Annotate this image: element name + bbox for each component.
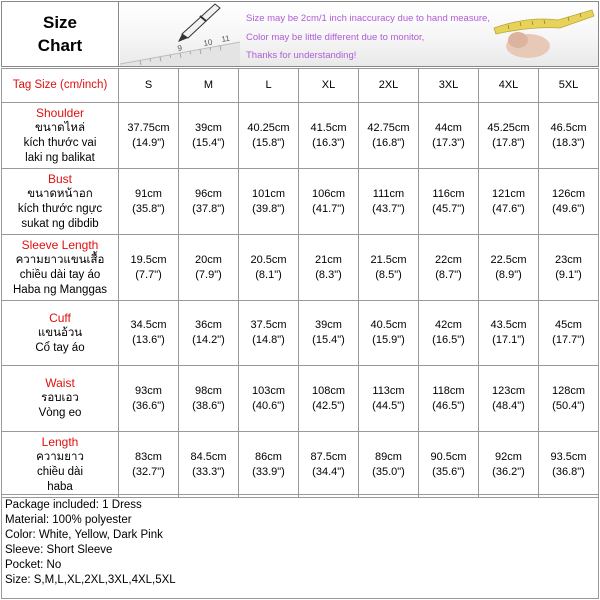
value-inch: (39.8") [252, 202, 285, 215]
measurement-name: Waist [45, 376, 75, 390]
measurement-cell [119, 366, 179, 432]
value-inch: (36.8") [552, 465, 585, 478]
title-line-1: Size [42, 13, 78, 32]
measurement-name: Sleeve Length [21, 237, 99, 252]
value-cm: 90.5cm [430, 450, 467, 463]
value-inch: (14.2") [192, 334, 225, 346]
value-cm: 40.5cm [370, 319, 407, 331]
value-inch: (42.5") [312, 399, 345, 412]
measurement-name: Shoulder [35, 105, 85, 120]
measurement-cell [119, 432, 179, 498]
size-table [1, 68, 599, 498]
measurement-cell [479, 432, 539, 498]
measurement-cell [239, 235, 299, 301]
value-cm: 37.5cm [250, 319, 287, 331]
value-inch: (48.4") [492, 399, 525, 412]
measurement-cell [419, 235, 479, 301]
measurement-cell [359, 366, 419, 432]
value-cm: 103cm [251, 384, 286, 397]
row-header [2, 301, 119, 366]
ruler-mark-10: 10 [202, 37, 214, 48]
measurement-cell [179, 103, 239, 169]
value-cm: 93.5cm [550, 450, 587, 463]
measurement-translation: chiều dài [36, 465, 84, 478]
row-header [2, 366, 119, 432]
measurement-row [2, 169, 599, 235]
measurement-cell [179, 169, 239, 235]
value-cm: 106cm [311, 187, 346, 200]
value-inch: (43.7") [372, 202, 405, 215]
value-inch: (47.6") [492, 202, 525, 215]
value-inch: (38.6") [192, 399, 225, 412]
ruler-mark-9: 9 [176, 43, 183, 53]
value-inch: (32.7") [132, 465, 165, 478]
row-header [2, 103, 119, 169]
measurement-cell [359, 432, 419, 498]
size-header-cell: 2XL [359, 69, 419, 103]
size-header-cell: 5XL [539, 69, 599, 103]
value-cm: 96cm [195, 187, 222, 200]
value-inch: (8.7") [435, 268, 462, 281]
measurement-cell [119, 301, 179, 366]
value-cm: 42cm [435, 319, 462, 331]
measurement-row [2, 301, 599, 366]
value-cm: 111cm [372, 187, 405, 200]
value-inch: (8.5") [375, 268, 402, 281]
size-header-cell: 4XL [479, 69, 539, 103]
value-cm: 113cm [372, 384, 405, 397]
row-header [2, 235, 119, 301]
value-inch: (34.4") [312, 465, 345, 478]
value-cm: 36cm [195, 319, 222, 331]
value-cm: 121cm [491, 187, 526, 200]
measurement-cell [359, 235, 419, 301]
size-header-row [2, 69, 599, 103]
row-header [2, 432, 119, 498]
value-inch: (18.3") [552, 136, 585, 149]
measurement-banner [120, 2, 598, 66]
value-inch: (35.6") [432, 465, 465, 478]
ruler-mark-11: 11 [220, 33, 231, 44]
value-cm: 20.5cm [250, 253, 287, 266]
value-inch: (50.4") [552, 399, 585, 412]
value-cm: 45cm [555, 319, 582, 331]
value-cm: 34.5cm [130, 319, 167, 331]
row-header [2, 169, 119, 235]
measurement-translation: รอบเอว [41, 392, 79, 404]
value-inch: (14.8") [252, 334, 285, 346]
value-inch: (14.9") [132, 136, 165, 149]
value-cm: 84.5cm [190, 450, 227, 463]
measurement-cell [299, 432, 359, 498]
measurement-cell [479, 235, 539, 301]
material-line: Material: 100% polyester [5, 514, 132, 526]
value-cm: 93cm [135, 384, 162, 397]
measurement-cell [419, 432, 479, 498]
value-inch: (35.8") [132, 202, 165, 215]
measurement-translation: laki ng balikat [25, 151, 95, 164]
measurement-cell [179, 432, 239, 498]
value-cm: 20cm [195, 253, 222, 266]
ruler-pen-illustration [120, 2, 240, 66]
measurement-cell [239, 432, 299, 498]
value-cm: 92cm [495, 450, 522, 463]
measurement-cell [119, 235, 179, 301]
value-cm: 118cm [432, 384, 465, 397]
value-cm: 45.25cm [487, 121, 530, 134]
value-cm: 41.5cm [310, 121, 347, 134]
value-cm: 37.75cm [127, 121, 170, 134]
measurement-cell [359, 301, 419, 366]
size-list-line: Size: S,M,L,XL,2XL,3XL,4XL,5XL [5, 574, 176, 586]
value-inch: (17.7") [552, 334, 585, 346]
value-inch: (44.5") [372, 399, 405, 412]
value-cm: 83cm [135, 450, 162, 463]
value-cm: 23cm [555, 253, 582, 266]
value-inch: (7.7") [135, 268, 162, 281]
value-cm: 123cm [491, 384, 526, 397]
value-cm: 126cm [551, 187, 586, 200]
measurement-cell [539, 432, 599, 498]
measurement-name: Length [41, 434, 79, 449]
value-cm: 98cm [195, 384, 222, 397]
measurement-cell [539, 103, 599, 169]
sleeve-line: Sleeve: Short Sleeve [5, 544, 113, 556]
size-chart-title [2, 2, 119, 66]
measurement-cell [479, 169, 539, 235]
value-inch: (15.9") [372, 334, 405, 346]
measuring-tape-illustration [488, 2, 598, 66]
measurement-row [2, 235, 599, 301]
measurement-cell [419, 103, 479, 169]
value-inch: (16.5") [432, 334, 465, 346]
measurement-translation: Cổ tay áo [35, 341, 85, 354]
value-inch: (8.9") [495, 268, 522, 281]
value-inch: (41.7") [312, 202, 345, 215]
measurement-cell [539, 301, 599, 366]
value-inch: (45.7") [432, 202, 465, 215]
measurement-cell [479, 366, 539, 432]
measurement-cell [119, 169, 179, 235]
measurement-translation: Haba ng Manggas [13, 283, 107, 296]
note-thanks: Thanks for understanding! [246, 50, 357, 61]
measurement-cell [359, 169, 419, 235]
measurement-cell [239, 169, 299, 235]
product-details [1, 494, 599, 599]
value-inch: (15.8") [252, 136, 285, 149]
measurement-translation: kích thước ngực [17, 202, 103, 215]
value-cm: 42.75cm [367, 121, 410, 134]
value-inch: (37.8") [192, 202, 225, 215]
measurement-cell [299, 301, 359, 366]
measurement-translation: haba [47, 480, 73, 493]
measurement-translation: Vòng eo [38, 407, 82, 419]
measurement-row [2, 432, 599, 498]
measurement-row [2, 366, 599, 432]
measurement-translation: ความยาวแขนเสื้อ [15, 253, 105, 266]
value-inch: (35.0") [372, 465, 405, 478]
value-inch: (16.3") [312, 136, 345, 149]
value-inch: (13.6") [132, 334, 165, 346]
measurement-cell [299, 169, 359, 235]
measurement-cell [299, 103, 359, 169]
measurement-cell [359, 103, 419, 169]
measurement-translation: ขนาดหน้าอก [27, 187, 93, 200]
size-header-cell: 3XL [419, 69, 479, 103]
measurement-translation: ขนาดไหล่ [34, 121, 86, 134]
value-cm: 128cm [551, 384, 586, 397]
value-cm: 101cm [251, 187, 286, 200]
measurement-translation: kích thước vai [23, 136, 97, 149]
measurement-cell [539, 366, 599, 432]
measurement-cell [239, 103, 299, 169]
value-cm: 87.5cm [310, 450, 347, 463]
measurement-name: Bust [47, 171, 72, 186]
value-cm: 86cm [255, 450, 282, 463]
package-line: Package included: 1 Dress [5, 499, 142, 511]
measurement-name: Cuff [49, 310, 71, 325]
value-inch: (8.1") [255, 268, 282, 281]
value-inch: (40.6") [252, 399, 285, 412]
size-header-cell: S [119, 69, 179, 103]
measurement-cell [179, 235, 239, 301]
value-cm: 39cm [195, 121, 222, 134]
value-cm: 39cm [315, 319, 342, 331]
measurement-cell [479, 103, 539, 169]
measurement-cell [419, 366, 479, 432]
value-cm: 21cm [315, 253, 342, 266]
value-cm: 116cm [432, 187, 465, 200]
value-inch: (17.1") [492, 334, 525, 346]
value-cm: 40.25cm [247, 121, 290, 134]
value-inch: (33.3") [192, 465, 225, 478]
value-cm: 46.5cm [550, 121, 587, 134]
measurement-cell [479, 301, 539, 366]
measurement-translation: sukat ng dibdib [21, 217, 99, 230]
measurement-cell [239, 301, 299, 366]
value-inch: (15.4") [312, 334, 345, 346]
value-cm: 21.5cm [370, 253, 407, 266]
note-inaccuracy: Size may be 2cm/1 inch inaccuracy due to hand measure, [246, 13, 490, 24]
value-cm: 22cm [435, 253, 462, 266]
chart-header [1, 1, 599, 67]
measurement-rows [2, 103, 599, 498]
value-cm: 108cm [311, 384, 346, 397]
measurement-cell [299, 235, 359, 301]
value-inch: (8.3") [315, 268, 342, 281]
value-inch: (16.8") [372, 136, 405, 149]
value-inch: (7.9") [195, 268, 222, 281]
color-line: Color: White, Yellow, Dark Pink [5, 529, 163, 541]
size-header-cell: L [239, 69, 299, 103]
value-cm: 22.5cm [490, 253, 527, 266]
value-inch: (36.6") [132, 399, 165, 412]
value-inch: (17.3") [432, 136, 465, 149]
value-inch: (15.4") [192, 136, 225, 149]
measurement-cell [419, 169, 479, 235]
value-inch: (33.9") [252, 465, 285, 478]
measurement-cell [179, 301, 239, 366]
value-inch: (17.8") [492, 136, 525, 149]
value-cm: 19.5cm [130, 253, 167, 266]
measurement-translation: ความยาว [36, 450, 84, 463]
measurement-cell [239, 366, 299, 432]
value-inch: (9.1") [555, 268, 582, 281]
measurement-cell [419, 301, 479, 366]
size-header-cell: M [179, 69, 239, 103]
measurement-cell [539, 235, 599, 301]
value-cm: 44cm [435, 121, 462, 134]
size-header-cell: XL [299, 69, 359, 103]
measurement-cell [119, 103, 179, 169]
title-line-2: Chart [37, 36, 83, 55]
value-inch: (46.5") [432, 399, 465, 412]
value-inch: (49.6") [552, 202, 585, 215]
note-color: Color may be little different due to monitor, [246, 32, 425, 43]
tag-size-label: Tag Size (cm/inch) [2, 69, 119, 103]
measurement-translation: แขนอ้วน [37, 326, 83, 339]
measurement-cell [539, 169, 599, 235]
value-cm: 91cm [135, 187, 162, 200]
value-inch: (36.2") [492, 465, 525, 478]
measurement-cell [299, 366, 359, 432]
measurement-cell [179, 366, 239, 432]
measurement-translation: chiều dài tay áo [19, 268, 101, 281]
pocket-line: Pocket: No [5, 559, 62, 571]
value-cm: 43.5cm [490, 319, 527, 331]
value-cm: 89cm [375, 450, 402, 463]
measurement-row [2, 103, 599, 169]
